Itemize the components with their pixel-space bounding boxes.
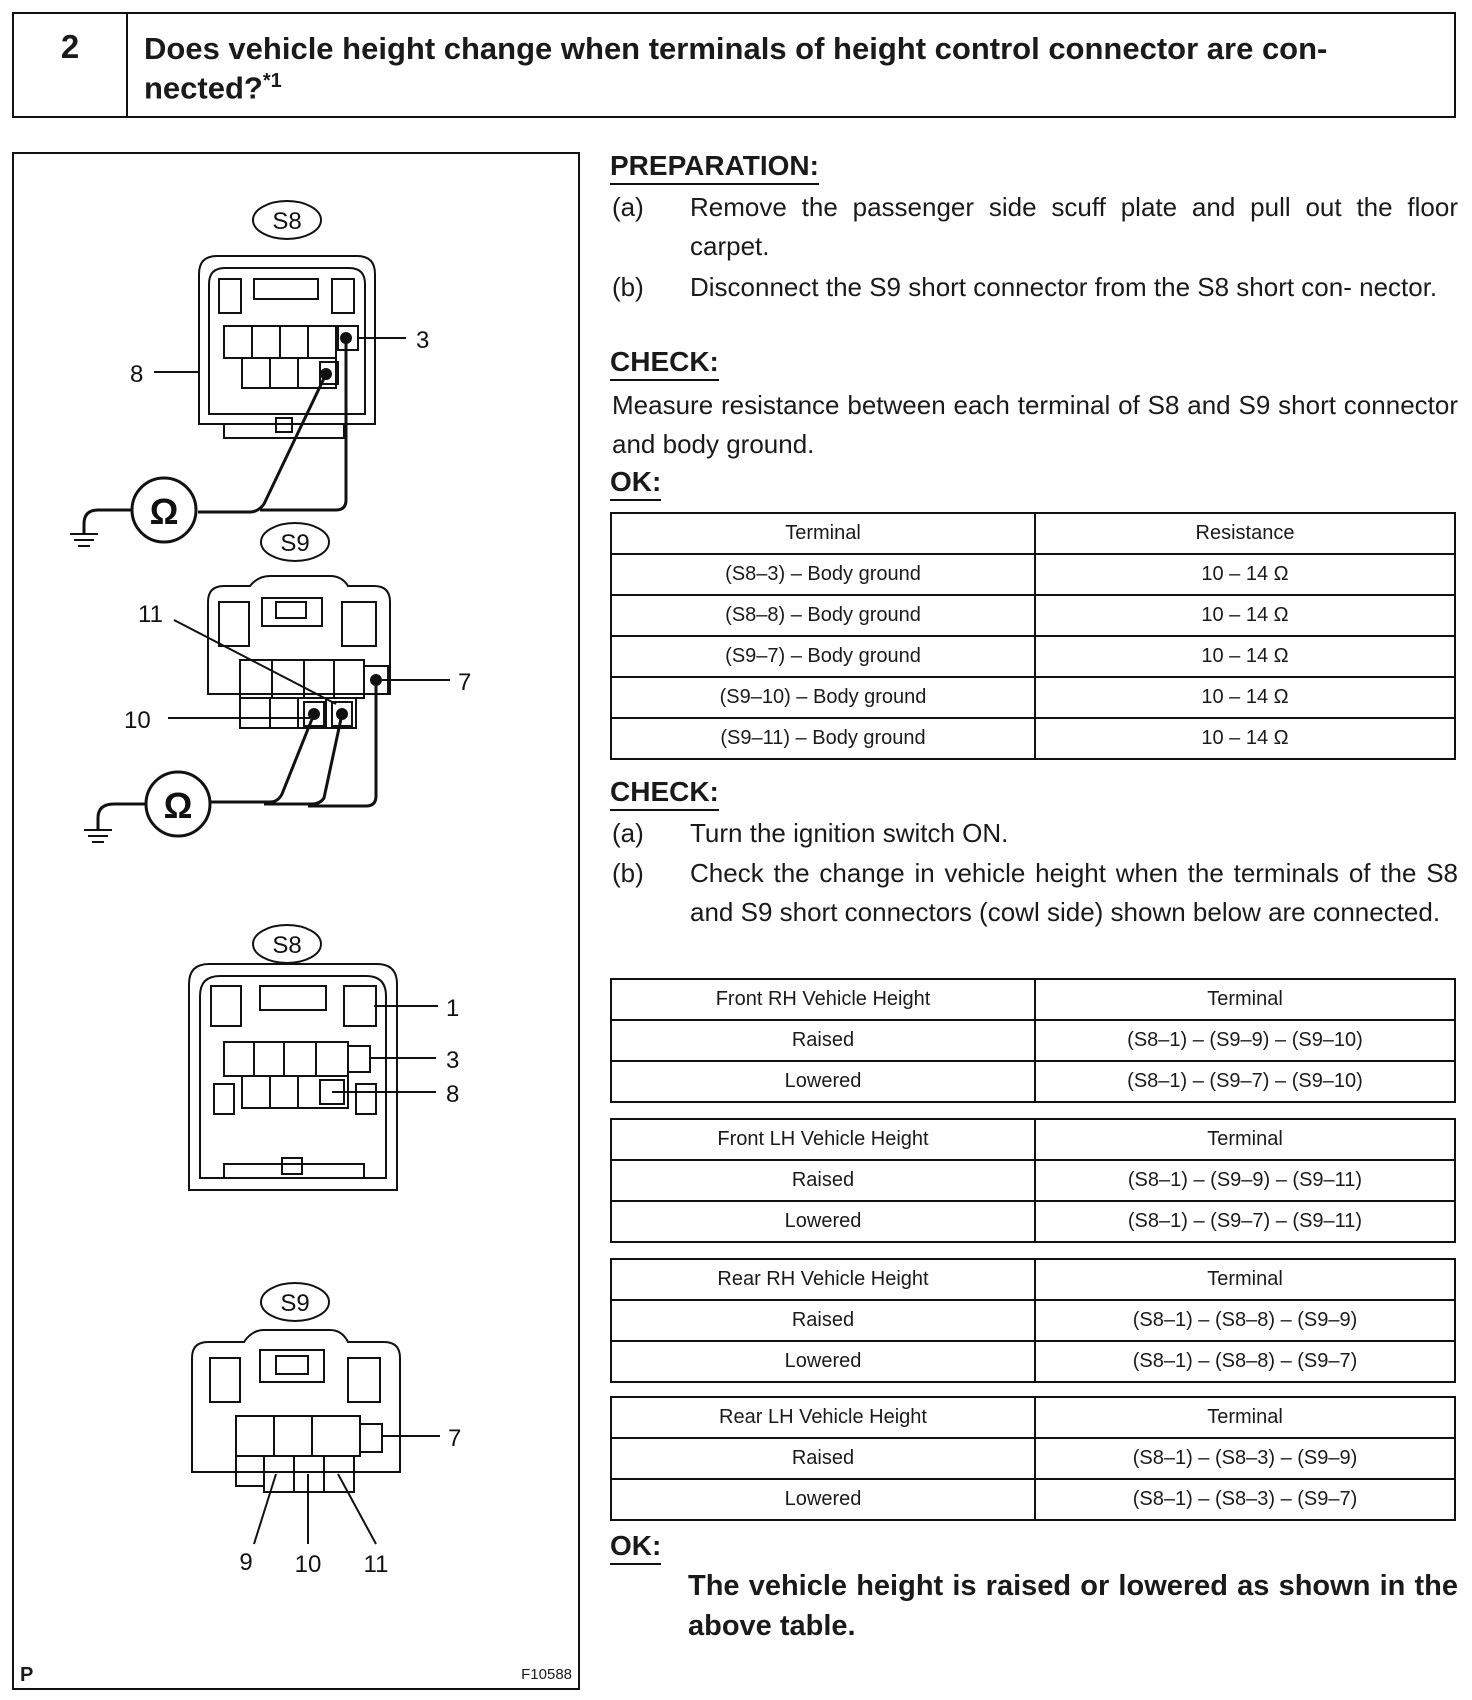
terminal-cell: (S8–1) – (S9–9) – (S9–10)	[1035, 1020, 1455, 1061]
ohmmeter-top	[70, 478, 196, 546]
table-row	[611, 1479, 1455, 1520]
preparation-step-b	[612, 268, 1458, 346]
front-rh-height-table	[610, 978, 1456, 1103]
s8-terminal-8-label-b: 8	[446, 1081, 460, 1108]
preparation-step-a	[612, 188, 1458, 266]
question-text: Does vehicle height change when terminals of height control connector are con- nected?	[144, 31, 1328, 106]
check-step-a	[612, 814, 1458, 853]
header-cell: Terminal	[611, 513, 1035, 554]
rear-lh-height-table	[610, 1396, 1456, 1521]
terminal-cell: (S8–1) – (S8–3) – (S9–7)	[1035, 1479, 1455, 1520]
table-row	[611, 1438, 1455, 1479]
step-text: Turn the ignition switch ON.	[690, 818, 1009, 848]
s8-terminal-1-label: 1	[446, 995, 460, 1022]
step-text: Check the change in vehicle height when the terminals of the S8 and S9 short connectors (cowl side) shown below are connected.	[690, 858, 1458, 927]
terminal-cell: (S8–3) – Body ground	[611, 554, 1035, 595]
table-header-row	[611, 1397, 1455, 1438]
preparation-heading: PREPARATION:	[610, 150, 819, 185]
resistance-cell: 10 – 14 Ω	[1035, 595, 1455, 636]
step-label: (b)	[612, 858, 644, 888]
resistance-cell: 10 – 14 Ω	[1035, 677, 1455, 718]
ohmmeter-bottom	[84, 772, 210, 842]
s9-terminal-10-label-b: 10	[294, 1551, 322, 1578]
table-row	[611, 1020, 1455, 1061]
height-cell: Raised	[611, 1300, 1035, 1341]
figure-id: F10588	[521, 1666, 572, 1683]
s9-terminal-10-label: 10	[124, 707, 151, 734]
s9-bottom-label: S9	[280, 1290, 310, 1317]
terminal-cell: (S8–1) – (S8–3) – (S9–9)	[1035, 1438, 1455, 1479]
ok-heading-1: OK:	[610, 466, 661, 501]
s9-terminal-11-label-b: 11	[363, 1551, 389, 1578]
step-text: Remove the passenger side scuff plate and pull out the floor carpet.	[690, 192, 1458, 261]
header-cell: Terminal	[1035, 1119, 1455, 1160]
table-row	[611, 718, 1455, 759]
height-cell: Lowered	[611, 1061, 1035, 1102]
connector-figure	[12, 152, 580, 1690]
resistance-cell: 10 – 14 Ω	[1035, 554, 1455, 595]
header-cell: Front RH Vehicle Height	[611, 979, 1035, 1020]
table-header-row	[611, 1259, 1455, 1300]
s8-bottom-connector	[189, 925, 459, 1190]
terminal-cell: (S8–1) – (S8–8) – (S9–7)	[1035, 1341, 1455, 1382]
s9-terminal-7-label: 7	[458, 669, 472, 696]
table-header-row	[611, 1119, 1455, 1160]
connector-diagram	[14, 154, 578, 1688]
header-cell: Front LH Vehicle Height	[611, 1119, 1035, 1160]
terminal-cell: (S8–1) – (S8–8) – (S9–9)	[1035, 1300, 1455, 1341]
table-row	[611, 554, 1455, 595]
table-row	[611, 1341, 1455, 1382]
terminal-cell: (S8–1) – (S9–7) – (S9–10)	[1035, 1061, 1455, 1102]
step-question	[144, 32, 1434, 104]
question-header	[12, 12, 1456, 118]
s9-terminal-9-label: 9	[239, 1549, 253, 1576]
height-cell: Raised	[611, 1438, 1035, 1479]
table-row	[611, 1061, 1455, 1102]
terminal-cell: (S8–8) – Body ground	[611, 595, 1035, 636]
table-header-row	[611, 979, 1455, 1020]
s9-top-label: S9	[280, 530, 310, 557]
s8-bottom-label: S8	[272, 932, 302, 959]
ok-result-text: The vehicle height is raised or lowered as shown in the above table.	[688, 1570, 1458, 1642]
resistance-cell: 10 – 14 Ω	[1035, 718, 1455, 759]
check-heading-1: CHECK:	[610, 346, 719, 381]
step-label: (b)	[612, 272, 644, 302]
front-lh-height-table	[610, 1118, 1456, 1243]
s9-terminal-11-label: 11	[138, 601, 163, 628]
s8-top-connector	[130, 201, 429, 512]
table-row	[611, 636, 1455, 677]
header-cell: Resistance	[1035, 513, 1455, 554]
height-cell: Lowered	[611, 1201, 1035, 1242]
header-cell: Rear LH Vehicle Height	[611, 1397, 1035, 1438]
header-cell: Terminal	[1035, 1259, 1455, 1300]
resistance-cell: 10 – 14 Ω	[1035, 636, 1455, 677]
step-text: Disconnect the S9 short connector from the S8 short con- nector.	[690, 272, 1438, 302]
ohm-symbol: Ω	[149, 491, 179, 532]
check-heading-2: CHECK:	[610, 776, 719, 811]
table-row	[611, 1300, 1455, 1341]
terminal-cell: (S9–11) – Body ground	[611, 718, 1035, 759]
terminal-cell: (S9–10) – Body ground	[611, 677, 1035, 718]
ohm-symbol-2: Ω	[163, 785, 193, 826]
resistance-table	[610, 512, 1456, 760]
height-cell: Lowered	[611, 1341, 1035, 1382]
header-cell: Rear RH Vehicle Height	[611, 1259, 1035, 1300]
footnote-mark: *1	[262, 70, 282, 92]
check-instruction-1: Measure resistance between each terminal of S8 and S9 short connector and body ground.	[612, 390, 1458, 459]
s8-terminal-8-label: 8	[130, 361, 144, 388]
s8-top-label: S8	[272, 208, 302, 235]
table-header-row	[611, 513, 1455, 554]
s9-bottom-connector	[192, 1283, 461, 1578]
header-cell: Terminal	[1035, 979, 1455, 1020]
table-row	[611, 595, 1455, 636]
figure-corner-letter: P	[20, 1664, 34, 1686]
table-row	[611, 1160, 1455, 1201]
height-cell: Raised	[611, 1020, 1035, 1061]
terminal-cell: (S9–7) – Body ground	[611, 636, 1035, 677]
step-label: (a)	[612, 818, 644, 848]
terminal-cell: (S8–1) – (S9–9) – (S9–11)	[1035, 1160, 1455, 1201]
s9-terminal-7-label-b: 7	[448, 1425, 462, 1452]
s9-top-connector	[124, 523, 471, 806]
height-cell: Lowered	[611, 1479, 1035, 1520]
ok-heading-2: OK:	[610, 1530, 661, 1565]
height-cell: Raised	[611, 1160, 1035, 1201]
terminal-cell: (S8–1) – (S9–7) – (S9–11)	[1035, 1201, 1455, 1242]
table-row	[611, 677, 1455, 718]
step-number: 2	[14, 14, 128, 116]
s8-terminal-3-label-b: 3	[446, 1047, 460, 1074]
header-cell: Terminal	[1035, 1397, 1455, 1438]
check-step-b	[612, 854, 1458, 971]
table-row	[611, 1201, 1455, 1242]
step-label: (a)	[612, 192, 644, 222]
s8-terminal-3-label: 3	[416, 327, 430, 354]
rear-rh-height-table	[610, 1258, 1456, 1383]
